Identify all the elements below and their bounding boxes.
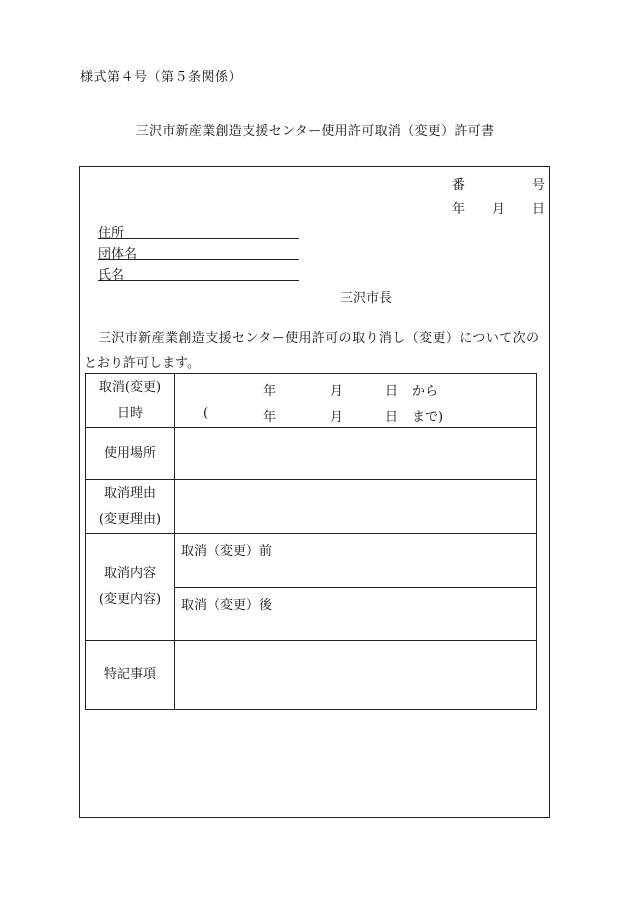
from-year-label: 年 xyxy=(263,384,277,399)
place-label-cell xyxy=(86,428,175,480)
content-after-cell[interactable] xyxy=(175,588,537,641)
from-month-label: 月 xyxy=(330,384,344,399)
content-label-cell xyxy=(86,534,175,641)
table-row-place xyxy=(86,428,537,480)
datetime-value-cell[interactable] xyxy=(175,374,537,428)
group-name-field[interactable] xyxy=(98,243,299,260)
datetime-label-line-1: 取消(変更) xyxy=(98,379,162,395)
to-suffix-label: まで) xyxy=(412,410,444,425)
content-label-line-2: (変更内容) xyxy=(98,592,162,607)
to-month-label: 月 xyxy=(330,410,344,425)
from-suffix-label: から xyxy=(412,384,439,399)
name-label: 氏名 xyxy=(98,268,125,283)
to-day-label: 日 xyxy=(385,410,399,425)
to-open-paren: ( xyxy=(203,406,209,421)
before-label: 取消（変更）前 xyxy=(181,544,273,559)
date-month-label: 月 xyxy=(492,202,506,217)
to-year-label: 年 xyxy=(263,410,277,425)
address-label: 住所 xyxy=(98,226,125,241)
after-label: 取消（変更）後 xyxy=(181,598,273,613)
body-text-line-2: とおり許可します。 xyxy=(84,356,200,371)
datetime-label-line-2: 日時 xyxy=(116,405,143,421)
place-value-cell[interactable] xyxy=(175,428,537,480)
date-day-label: 日 xyxy=(532,202,546,217)
group-name-label: 団体名 xyxy=(98,247,138,262)
place-label: 使用場所 xyxy=(103,445,156,461)
notes-label-cell xyxy=(86,641,175,710)
reason-label-line-1: 取消理由 xyxy=(103,485,156,501)
reason-value-cell[interactable] xyxy=(175,480,537,534)
datetime-label-cell xyxy=(86,374,175,428)
content-before-cell[interactable] xyxy=(175,534,537,588)
table-row-reason xyxy=(86,480,537,534)
body-text-line-1: 三沢市新産業創造支援センター使用許可の取り消し（変更）について次の xyxy=(98,331,540,346)
permit-details-table xyxy=(85,373,537,710)
reason-label-cell xyxy=(86,480,175,534)
date-year-label: 年 xyxy=(452,202,466,217)
number-suffix: 号 xyxy=(532,178,546,193)
name-field[interactable] xyxy=(98,264,299,281)
table-row-notes xyxy=(86,641,537,710)
document-title: 三沢市新産業創造支援センター使用許可取消（変更）許可書 xyxy=(135,124,495,139)
content-label-line-1: 取消内容 xyxy=(103,566,156,581)
address-field[interactable] xyxy=(98,222,299,239)
form-number: 様式第４号（第５条関係） xyxy=(80,70,243,85)
from-day-label: 日 xyxy=(385,384,399,399)
reason-label-line-2: (変更理由) xyxy=(98,511,162,527)
table-row-content-before xyxy=(86,534,537,588)
notes-label: 特記事項 xyxy=(103,667,156,682)
notes-value-cell[interactable] xyxy=(175,641,537,710)
issuer-name: 三沢市長 xyxy=(340,291,393,306)
number-label: 番 xyxy=(452,178,466,193)
table-row-datetime xyxy=(86,374,537,428)
